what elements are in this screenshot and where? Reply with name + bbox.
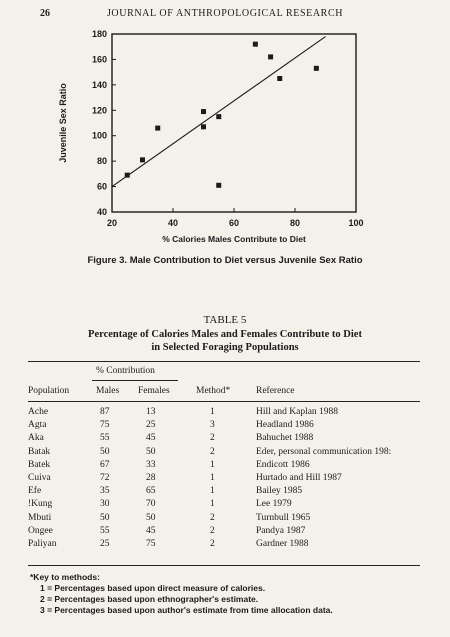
table-cell-females: 45 xyxy=(146,525,156,536)
table-cell-population: Cuiva xyxy=(28,473,51,483)
table-cell-method: 1 xyxy=(210,407,215,417)
table-cell-reference: Bailey 1985 xyxy=(256,486,303,497)
table-cell-reference: Endicott 1986 xyxy=(256,459,310,470)
table-cell-method: 2 xyxy=(210,512,215,523)
table-cell-method: 1 xyxy=(210,473,215,483)
col-header-males: Males xyxy=(96,386,120,396)
table-header-rule xyxy=(28,401,420,402)
data-point xyxy=(216,183,221,188)
table-cell-reference: Lee 1979 xyxy=(256,499,292,510)
table-cell-population: Agta xyxy=(28,420,47,431)
table-cell-method: 2 xyxy=(210,446,215,457)
col-header-population: Population xyxy=(28,386,70,396)
table-cell-males: 72 xyxy=(100,473,110,483)
y-tick-label: 180 xyxy=(91,29,107,39)
table-cell-reference: Pandya 1987 xyxy=(256,525,306,536)
data-point xyxy=(268,54,273,59)
methods-key-item: 2 = Percentages based upon ethnographer's estimate. xyxy=(40,594,259,604)
x-tick-label: 100 xyxy=(348,218,364,228)
y-tick-label: 120 xyxy=(91,105,107,116)
table-cell-population: Batek xyxy=(28,459,51,470)
table-title xyxy=(30,328,420,354)
table-cell-females: 28 xyxy=(146,473,156,483)
table-cell-population: Aka xyxy=(28,433,44,444)
data-point xyxy=(216,114,221,119)
table-cell-females: 75 xyxy=(146,539,156,549)
data-point xyxy=(253,42,258,47)
table-top-rule xyxy=(28,361,420,362)
table-bottom-rule xyxy=(28,565,420,566)
y-axis-label: Juvenile Sex Ratio xyxy=(58,83,68,163)
table-title-line-2: in Selected Foraging Populations xyxy=(151,342,299,353)
table-cell-method: 3 xyxy=(210,420,215,431)
table-cell-population: Efe xyxy=(28,486,42,497)
table-label: TABLE 5 xyxy=(203,314,247,326)
methods-key-item: 1 = Percentages based upon direct measure of calories. xyxy=(40,583,266,593)
figure-caption: Figure 3. Male Contribution to Diet versus Juvenile Sex Ratio xyxy=(87,255,363,266)
y-tick-label: 60 xyxy=(96,181,107,192)
table-cell-method: 1 xyxy=(210,499,215,510)
table-cell-females: 13 xyxy=(146,407,156,417)
table-cell-females: 45 xyxy=(146,433,156,444)
data-point xyxy=(314,66,319,71)
plot-frame xyxy=(112,34,356,212)
data-point xyxy=(277,76,282,81)
table-cell-method: 2 xyxy=(210,525,215,536)
table-cell-males: 55 xyxy=(100,525,110,536)
x-tick-label: 80 xyxy=(289,218,301,228)
y-tick-label: 160 xyxy=(91,54,107,65)
table-title-line-1: Percentage of Calories Males and Females Contribute to Diet xyxy=(88,329,362,340)
contribution-group-rule xyxy=(92,380,178,381)
trend-line xyxy=(112,37,326,187)
contribution-group-header: % Contribution xyxy=(96,366,155,376)
x-tick-label: 40 xyxy=(167,218,179,228)
y-tick-label: 140 xyxy=(91,79,107,90)
table-cell-females: 65 xyxy=(146,486,156,497)
table-cell-method: 2 xyxy=(210,433,215,444)
table-cell-females: 33 xyxy=(146,459,156,470)
table-cell-reference: Hurtado and Hill 1987 xyxy=(256,473,342,483)
y-tick-label: 100 xyxy=(91,130,107,141)
table-cell-males: 75 xyxy=(100,420,110,431)
y-tick-label: 80 xyxy=(96,156,107,167)
table-cell-reference: Turnbull 1965 xyxy=(256,512,311,523)
table-cell-males: 35 xyxy=(100,486,110,497)
table-cell-reference: Headland 1986 xyxy=(256,420,314,431)
table-cell-population: Mbuti xyxy=(28,512,52,523)
col-header-females: Females xyxy=(138,386,170,396)
col-header-reference: Reference xyxy=(256,386,295,396)
scatter-chart xyxy=(0,24,450,256)
methods-key-item: 3 = Percentages based upon author's estimate from time allocation data. xyxy=(40,605,333,615)
table-cell-females: 25 xyxy=(146,420,156,431)
table-cell-males: 50 xyxy=(100,512,110,523)
table-cell-population: Ache xyxy=(28,407,49,417)
table-cell-males: 25 xyxy=(100,539,110,549)
x-tick-label: 20 xyxy=(106,218,118,228)
table-cell-population: !Kung xyxy=(28,499,53,510)
col-header-method: Method* xyxy=(196,386,231,396)
y-tick-label: 40 xyxy=(96,207,107,217)
data-point xyxy=(155,126,160,131)
table-cell-males: 50 xyxy=(100,446,110,457)
table-cell-reference: Gardner 1988 xyxy=(256,539,309,549)
x-axis-label: % Calories Males Contribute to Diet xyxy=(162,234,306,244)
table-cell-males: 30 xyxy=(100,499,110,510)
data-point xyxy=(201,124,206,129)
x-tick-label: 60 xyxy=(228,218,240,228)
table-cell-method: 1 xyxy=(210,486,215,497)
table-cell-females: 50 xyxy=(146,446,156,457)
table-cell-females: 70 xyxy=(146,499,156,510)
table-cell-females: 50 xyxy=(146,512,156,523)
table-cell-method: 2 xyxy=(210,539,215,549)
table-cell-reference: Hill and Kaplan 1988 xyxy=(256,407,339,417)
page-number: 26 xyxy=(40,8,50,19)
table-cell-males: 87 xyxy=(100,407,110,417)
table-cell-population: Ongee xyxy=(28,525,53,536)
data-point xyxy=(125,173,130,178)
running-header: JOURNAL OF ANTHROPOLOGICAL RESEARCH xyxy=(106,8,344,19)
data-point xyxy=(140,157,145,162)
table-cell-males: 67 xyxy=(100,459,110,470)
table-cell-males: 55 xyxy=(100,433,110,444)
table-cell-reference: Eder, personal communication 198: xyxy=(256,446,392,457)
data-point xyxy=(201,109,206,114)
table-cell-method: 1 xyxy=(210,459,215,470)
methods-key-title: *Key to methods: xyxy=(30,572,100,582)
table-cell-population: Batak xyxy=(28,446,51,457)
methods-key xyxy=(30,572,333,616)
table-cell-reference: Bahuchet 1988 xyxy=(256,433,314,444)
table-cell-population: Paliyan xyxy=(28,539,57,549)
